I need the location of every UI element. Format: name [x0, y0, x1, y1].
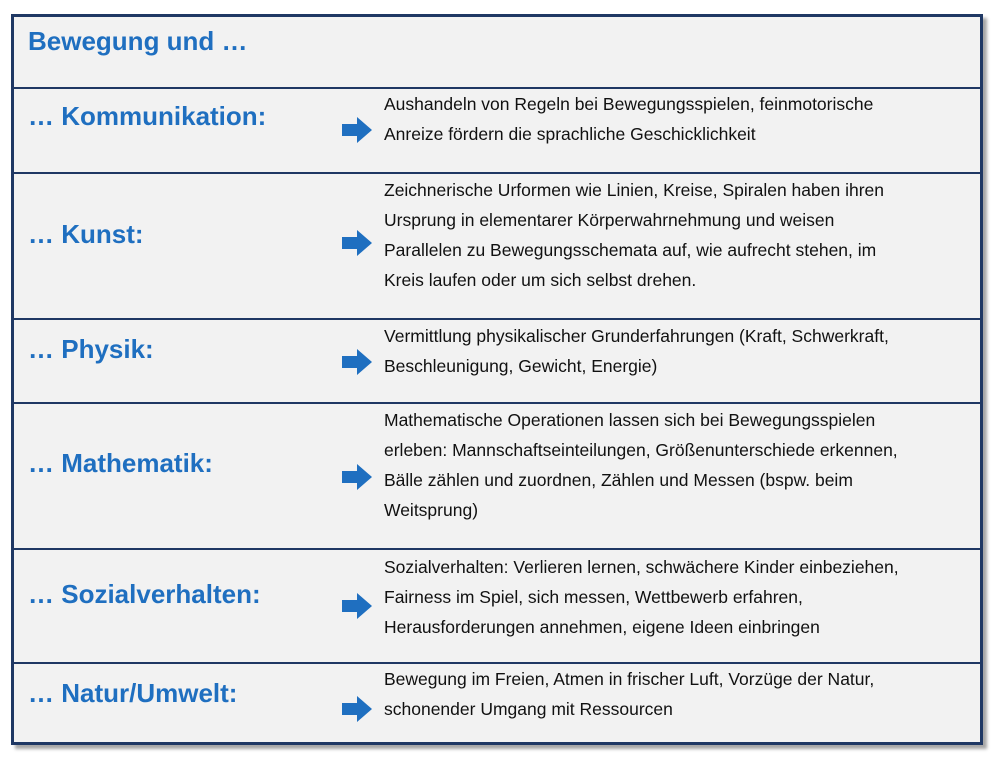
topic-table — [11, 14, 983, 745]
topic-label: … Natur/Umwelt: — [28, 678, 238, 708]
topic-description — [384, 405, 974, 525]
arrow-right-icon — [342, 117, 372, 143]
description-line: Beschleunigung, Gewicht, Energie) — [384, 356, 658, 376]
description-line: Fairness im Spiel, sich messen, Wettbewerb erfahren, — [384, 587, 803, 607]
description-line: Weitsprung) — [384, 500, 479, 520]
table-row — [14, 318, 980, 402]
table-row — [14, 662, 980, 742]
table-header — [14, 17, 980, 87]
description-line: Bewegung im Freien, Atmen in frischer Luft, Vorzüge der Natur, — [384, 669, 875, 689]
description-line: Mathematische Operationen lassen sich bei Bewegungsspielen — [384, 410, 876, 430]
arrow-right-icon — [342, 230, 372, 256]
description-line: Bälle zählen und zuordnen, Zählen und Messen (bspw. beim — [384, 470, 853, 490]
topic-description — [384, 321, 974, 381]
description-line: Sozialverhalten: Verlieren lernen, schwächere Kinder einbeziehen, — [384, 557, 899, 577]
table-row — [14, 402, 980, 548]
topic-label: … Kommunikation: — [28, 101, 267, 131]
table-row — [14, 172, 980, 318]
description-line: Kreis laufen oder um sich selbst drehen. — [384, 270, 697, 290]
description-line: Anreize fördern die sprachliche Geschicklichkeit — [384, 124, 756, 144]
description-line: Herausforderungen annehmen, eigene Ideen einbringen — [384, 617, 820, 637]
description-line: schonender Umgang mit Ressourcen — [384, 699, 673, 719]
description-line: Parallelen zu Bewegungsschemata auf, wie aufrecht stehen, im — [384, 240, 877, 260]
arrow-right-icon — [342, 696, 372, 722]
topic-label: … Physik: — [28, 334, 154, 364]
topic-description — [384, 89, 974, 149]
arrow-right-icon — [342, 593, 372, 619]
topic-description — [384, 552, 974, 642]
topic-description — [384, 664, 974, 724]
table-row — [14, 87, 980, 172]
topic-label: … Mathematik: — [28, 448, 213, 478]
topic-label: … Sozialverhalten: — [28, 579, 261, 609]
arrow-right-icon — [342, 349, 372, 375]
arrow-right-icon — [342, 464, 372, 490]
topic-description — [384, 175, 974, 295]
description-line: Aushandeln von Regeln bei Bewegungsspielen, feinmotorische — [384, 94, 874, 114]
topic-label: … Kunst: — [28, 219, 144, 249]
table-row — [14, 548, 980, 662]
description-line: Vermittlung physikalischer Grunderfahrungen (Kraft, Schwerkraft, — [384, 326, 889, 346]
table-title: Bewegung und … — [28, 26, 248, 56]
description-line: Ursprung in elementarer Körperwahrnehmung und weisen — [384, 210, 835, 230]
description-line: erleben: Mannschaftseinteilungen, Größenunterschiede erkennen, — [384, 440, 898, 460]
description-line: Zeichnerische Urformen wie Linien, Kreise, Spiralen haben ihren — [384, 180, 884, 200]
